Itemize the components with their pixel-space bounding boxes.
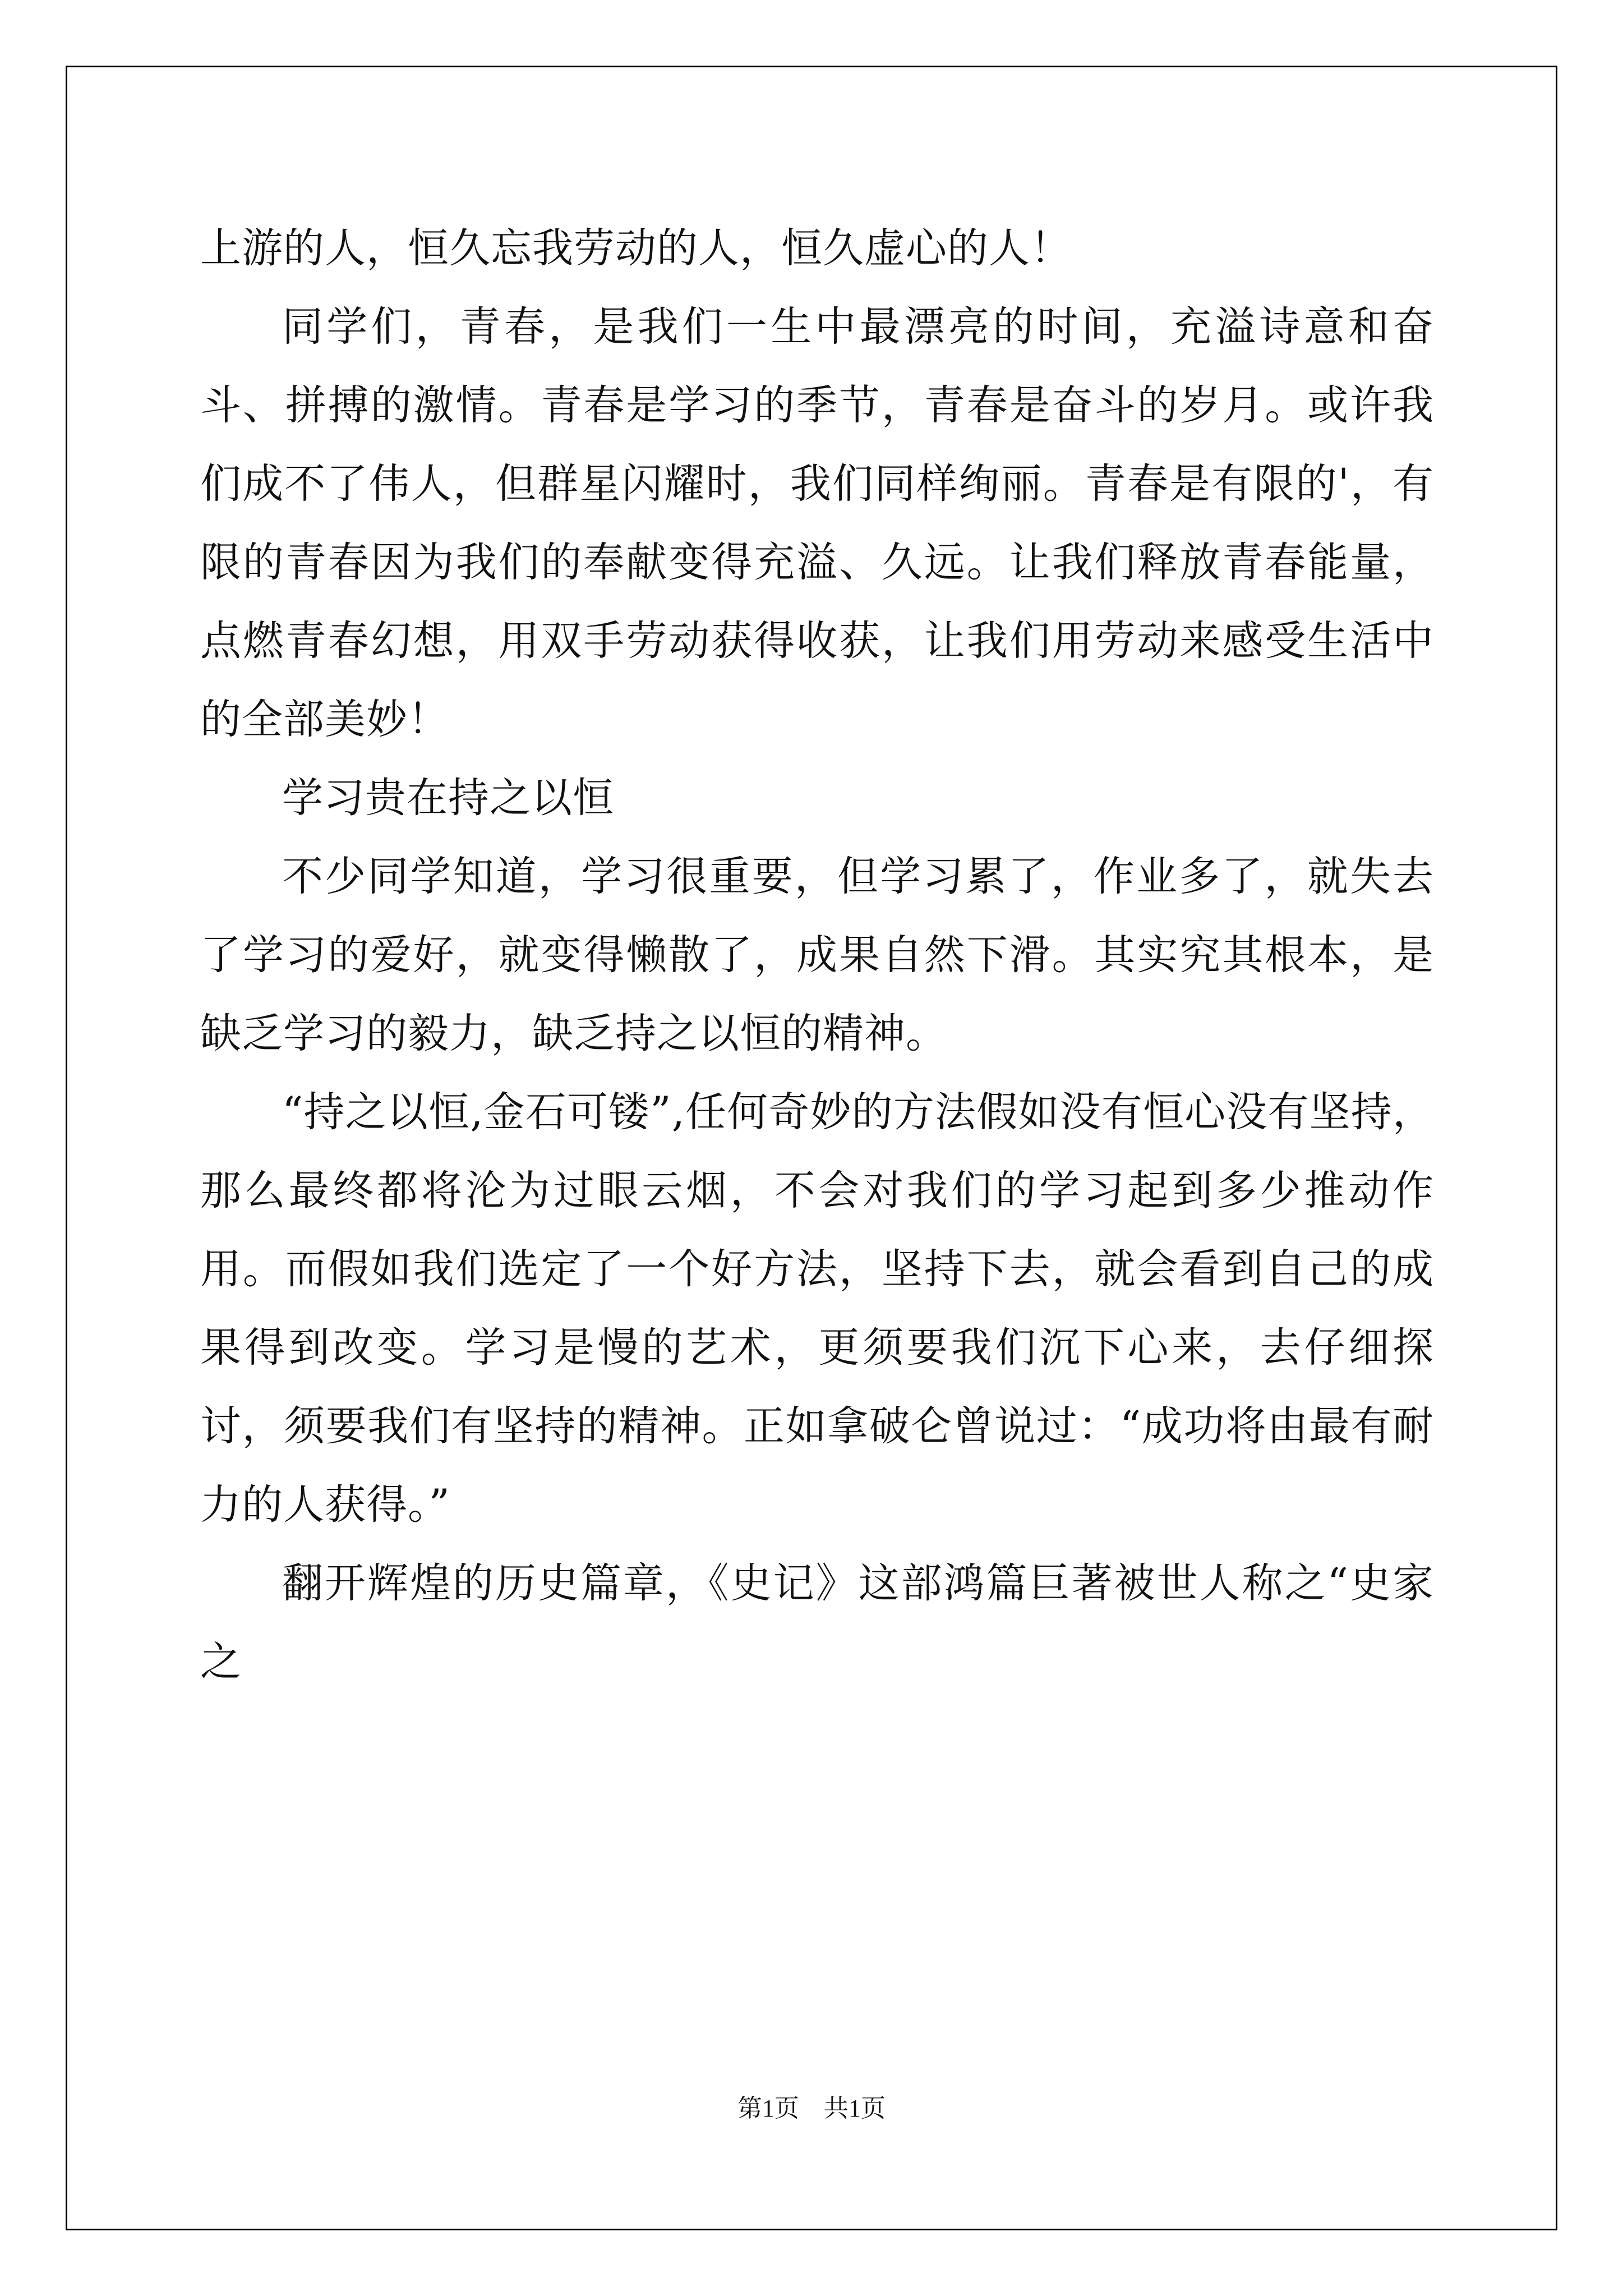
paragraph-youth: 同学们，青春，是我们一生中最漂亮的时间，充溢诗意和奋斗、拼搏的激情。青春是学习的季节，青春是奋斗的岁月。或许我们成不了伟人，但群星闪耀时，我们同样绚丽。青春是有限的'，有限的青春因为我们的奉献变得充溢、久远。让我们释放青春能量，点燃青春幻想，用双手劳动获得收获，让我们用劳动来感受生活中的全部美妙！ [200, 303, 1434, 743]
page-number-footer: 第1页 共1页 [737, 2095, 886, 2122]
paragraph-continuation: 上游的人，恒久忘我劳动的人，恒久虚心的人！ [200, 224, 1072, 272]
paragraph-quote-persistence: “持之以恒,金石可镂”,任何奇妙的方法假如没有恒心没有坚持，那么最终都将沦为过眼云烟，不会对我们的学习起到多少推动作用。而假如我们选定了一个好方法，坚持下去，就会看到自己的成果得到改变。学习是慢的艺术，更须要我们沉下心来，去仔细探讨，须要我们有坚持的精神。正如拿破仑曾说过：“成功将由最有耐力的人获得。” [200, 1088, 1434, 1529]
section-heading: 学习贵在持之以恒 [282, 774, 614, 822]
paragraph-shiji: 翻开辉煌的历史篇章，《史记》这部鸿篇巨著被世人称之“史家之 [200, 1559, 1434, 1686]
document-body [200, 209, 1434, 1701]
paragraph-study-persistence: 不少同学知道，学习很重要，但学习累了，作业多了，就失去了学习的爱好，就变得懒散了，成果自然下滑。其实究其根本，是缺乏学习的毅力，缺乏持之以恒的精神。 [200, 853, 1434, 1057]
